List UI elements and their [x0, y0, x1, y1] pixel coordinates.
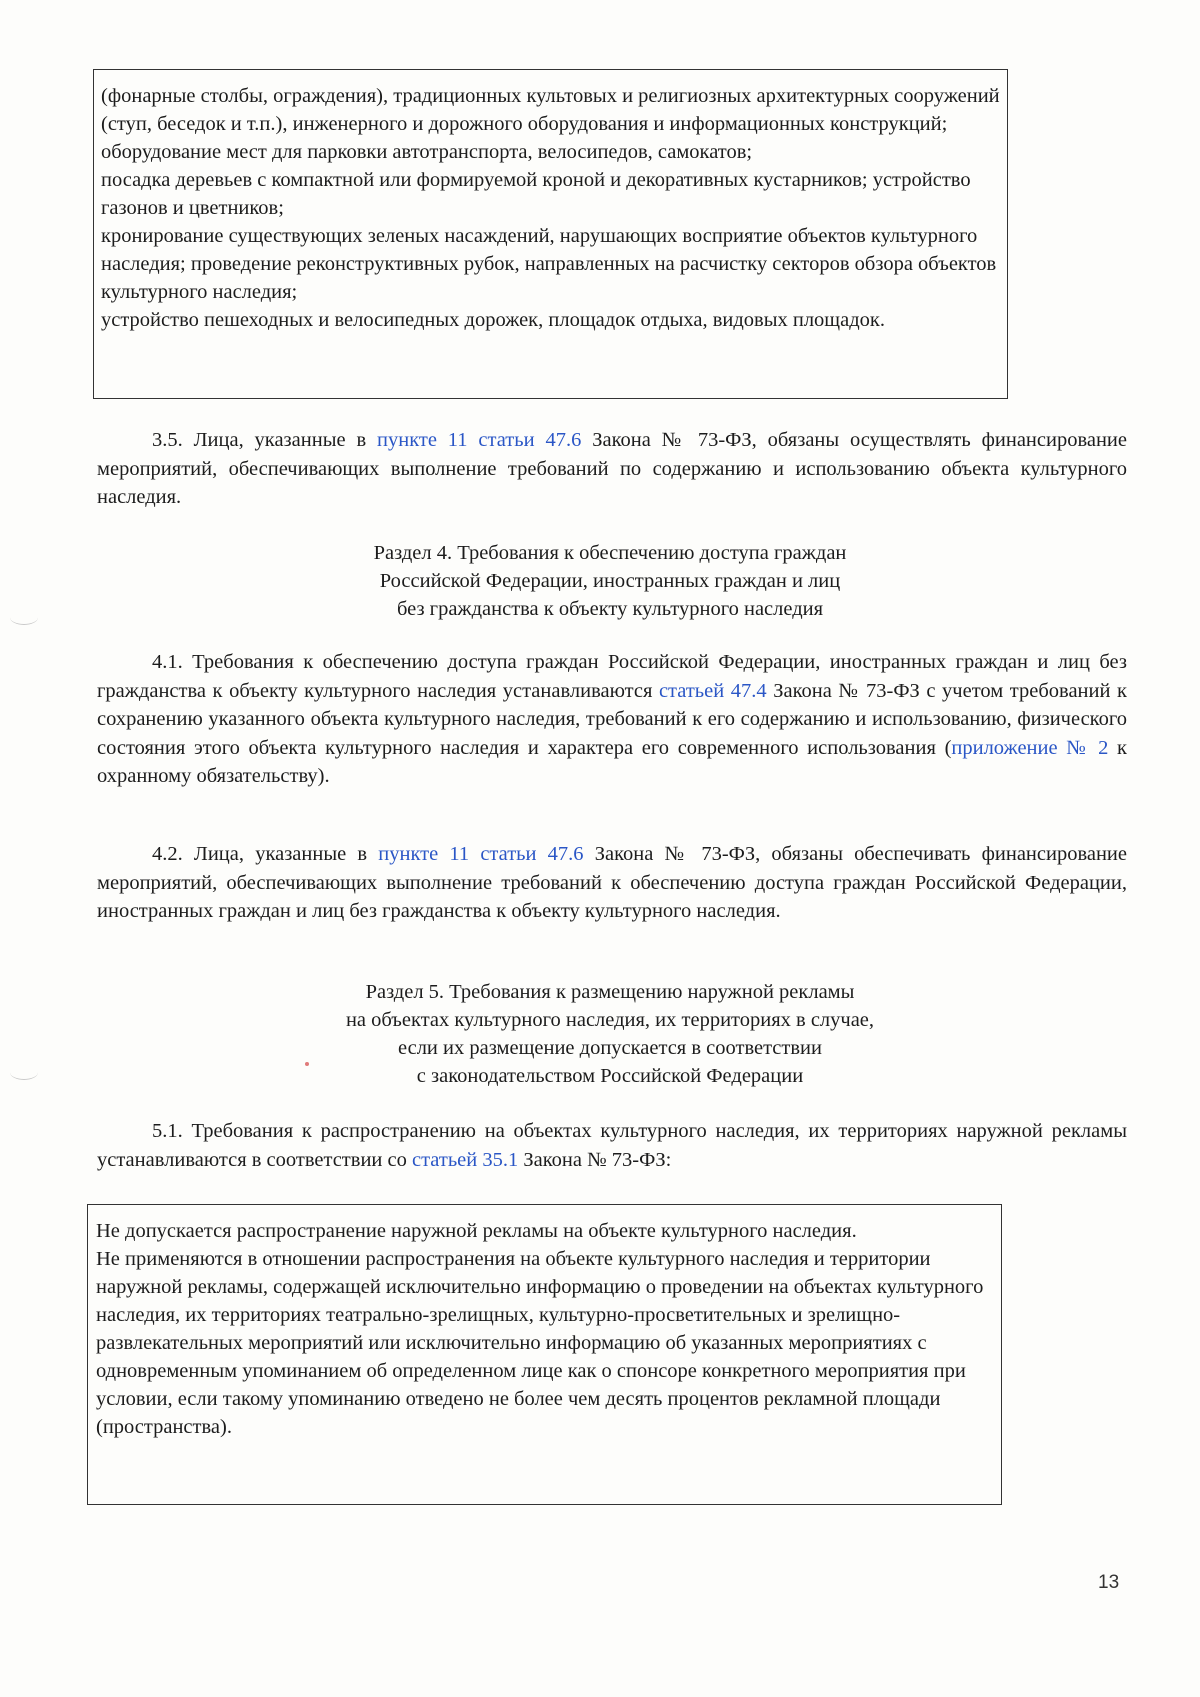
section-5-heading: [160, 978, 1060, 1090]
section4-line-1: Раздел 4. Требования к обеспечению доступа граждан: [373, 542, 847, 564]
box1-line-4: кронирование существующих зеленых насаждений, нарушающих восприятие объектов культурного наследия; проведение реконструктивных рубок, направленных на расчистку секторов обзора объектов культурного наследия;: [101, 225, 997, 303]
p41-text-start: 4.1. Требования к обеспечению доступа граждан Российской Федерации, иностранных граждан и лиц без гражданства к объекту культурного наследия устанавливаются: [97, 651, 1127, 702]
box2-line-2: Не применяются в отношении распространения на объекте культурного наследия и территории наружной рекламы, содержащей исключительно информацию о проведении на объектах культурного наследия, их территориях театрально-зрелищных, культурно-просветительных и зрелищно-развлекательных мероприятий или исключительно информацию об указанных мероприятиях с одновременным упоминанием об определенном лице как о спонсоре конкретного мероприятия при условии, если такому упоминанию отведено не более чем десять процентов рекламной площади (пространства).: [96, 1248, 984, 1438]
box1-line-2: оборудование мест для парковки автотранспорта, велосипедов, самокатов;: [101, 141, 753, 163]
section-4-heading: [160, 539, 1060, 623]
section4-line-2: Российской Федерации, иностранных граждан и лиц: [379, 570, 841, 592]
section4-line-3: без гражданства к объекту культурного наследия: [396, 598, 824, 620]
paragraph-4-1: [97, 648, 1127, 791]
p51-text-start: 5.1. Требования к распространению на объектах культурного наследия, их территориях наружной рекламы устанавливаются в соответствии со: [97, 1120, 1127, 1171]
scan-mark: [305, 1062, 309, 1066]
advertising-rules-box: [87, 1204, 1002, 1505]
p51-article-link[interactable]: статьей 35.1: [412, 1148, 519, 1171]
measures-list-box: [93, 69, 1008, 399]
paragraph-3-5: [97, 426, 1127, 512]
section5-line-3: если их размещение допускается в соответствии: [397, 1037, 822, 1059]
p35-law-link[interactable]: пункте 11 статьи 47.6: [377, 429, 582, 451]
box1-line-5: устройство пешеходных и велосипедных дорожек, площадок отдыха, видовых площадок.: [101, 309, 885, 331]
p42-law-link[interactable]: пункте 11 статьи 47.6: [378, 843, 584, 865]
scan-mark: [10, 1065, 38, 1080]
paragraph-5-1: [97, 1117, 1127, 1174]
p35-text-end: Закона № 73-ФЗ, обязаны осуществлять финансирование мероприятий, обеспечивающих выполнение требований по содержанию и использованию объекта культурного наследия.: [97, 429, 1128, 508]
scan-mark: [10, 610, 38, 625]
box1-line-3: посадка деревьев с компактной или формируемой кроной и декоративных кустарников; устройство газонов и цветников;: [101, 169, 971, 219]
section5-line-2: на объектах культурного наследия, их территориях в случае,: [345, 1009, 875, 1031]
page-number: 13: [1098, 1572, 1120, 1593]
p35-text-start: 3.5. Лица, указанные в: [152, 429, 377, 451]
p42-text-start: 4.2. Лица, указанные в: [152, 843, 379, 865]
section5-line-4: с законодательством Российской Федерации: [416, 1065, 804, 1087]
paragraph-4-2: [97, 840, 1127, 926]
box1-line-1: (фонарные столбы, ограждения), традиционных культовых и религиозных архитектурных сооружений (ступ, беседок и т.п.), инженерного и дорожного оборудования и информационных конструкций;: [101, 85, 1000, 135]
p42-text-end: Закона № 73-ФЗ, обязаны обеспечивать финансирование мероприятий, обеспечивающих выполнение требований к обеспечению доступа граждан Российской Федерации, иностранных граждан и лиц без гражданства к объекту культурного наследия.: [97, 843, 1128, 922]
p41-article-link[interactable]: статьей 47.4: [658, 679, 767, 702]
box2-line-1: Не допускается распространение наружной рекламы на объекте культурного наследия.: [96, 1220, 857, 1242]
p51-text-end: Закона № 73-ФЗ:: [518, 1148, 672, 1171]
p41-text-mid: Закона № 73-ФЗ с учетом требований к сохранению указанного объекта культурного наследия, требований к его содержанию и использованию, физического состояния этого объекта культурного наследия и характера его современного использования (: [97, 679, 1128, 759]
p41-appendix-link[interactable]: приложение № 2: [951, 736, 1109, 759]
section5-line-1: Раздел 5. Требования к размещению наружной рекламы: [365, 981, 855, 1003]
p41-text-end: к охранному обязательству).: [97, 736, 1127, 787]
